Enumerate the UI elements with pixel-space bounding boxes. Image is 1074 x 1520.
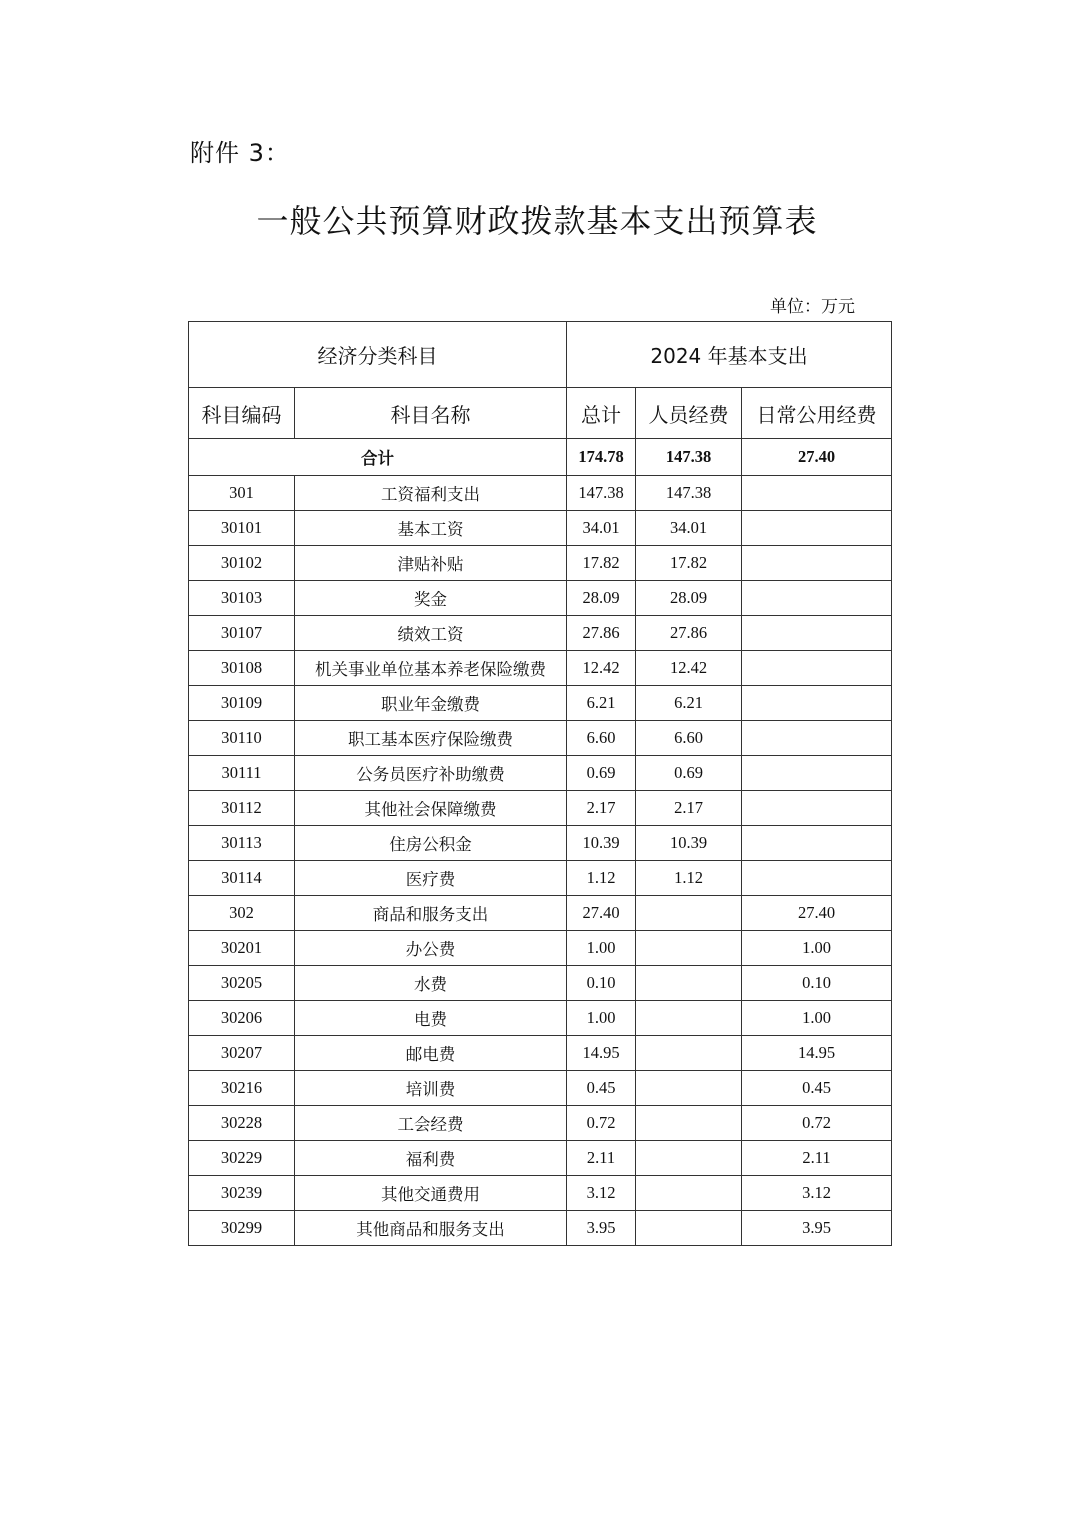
table-row <box>189 1071 892 1106</box>
row-personnel <box>636 966 742 1001</box>
row-code: 30112 <box>189 791 295 826</box>
row-code: 30109 <box>189 686 295 721</box>
row-personnel: 147.38 <box>636 476 742 511</box>
table-row <box>189 476 892 511</box>
row-name: 津贴补贴 <box>295 546 567 581</box>
row-personnel: 0.69 <box>636 756 742 791</box>
header-columns-row <box>189 388 892 439</box>
table-row <box>189 1106 892 1141</box>
row-code: 30205 <box>189 966 295 1001</box>
row-personnel: 2.17 <box>636 791 742 826</box>
row-public: 3.12 <box>742 1176 892 1211</box>
table-row <box>189 546 892 581</box>
row-public: 27.40 <box>742 896 892 931</box>
row-name: 电费 <box>295 1001 567 1036</box>
row-total: 0.10 <box>567 966 636 1001</box>
row-total: 1.12 <box>567 861 636 896</box>
row-name: 基本工资 <box>295 511 567 546</box>
row-code: 30201 <box>189 931 295 966</box>
row-personnel <box>636 896 742 931</box>
row-total: 147.38 <box>567 476 636 511</box>
table-row <box>189 511 892 546</box>
row-total: 28.09 <box>567 581 636 616</box>
row-name: 工资福利支出 <box>295 476 567 511</box>
row-public <box>742 721 892 756</box>
row-personnel <box>636 1001 742 1036</box>
table-row <box>189 721 892 756</box>
row-name: 工会经费 <box>295 1106 567 1141</box>
row-total: 6.60 <box>567 721 636 756</box>
row-personnel: 10.39 <box>636 826 742 861</box>
row-name: 机关事业单位基本养老保险缴费 <box>295 651 567 686</box>
row-personnel: 34.01 <box>636 511 742 546</box>
table-row <box>189 616 892 651</box>
total-personnel: 147.38 <box>636 439 742 476</box>
table-row <box>189 791 892 826</box>
row-public: 2.11 <box>742 1141 892 1176</box>
row-total: 1.00 <box>567 1001 636 1036</box>
header-col-name: 科目名称 <box>295 388 567 439</box>
row-code: 30107 <box>189 616 295 651</box>
row-name: 住房公积金 <box>295 826 567 861</box>
header-group-row <box>189 322 892 388</box>
row-public <box>742 791 892 826</box>
total-label: 合计 <box>189 439 567 476</box>
row-code: 30110 <box>189 721 295 756</box>
row-total: 0.69 <box>567 756 636 791</box>
total-public: 27.40 <box>742 439 892 476</box>
row-total: 27.40 <box>567 896 636 931</box>
row-personnel <box>636 1036 742 1071</box>
row-personnel <box>636 1141 742 1176</box>
row-total: 2.17 <box>567 791 636 826</box>
row-personnel <box>636 1211 742 1246</box>
row-public <box>742 861 892 896</box>
row-public: 0.10 <box>742 966 892 1001</box>
page-title: 一般公共预算财政拨款基本支出预算表 <box>256 202 818 240</box>
table-row <box>189 1141 892 1176</box>
table-row <box>189 896 892 931</box>
row-total: 17.82 <box>567 546 636 581</box>
header-col-public: 日常公用经费 <box>742 388 892 439</box>
row-personnel <box>636 1106 742 1141</box>
header-basic-expenditure-2024: 2024 年基本支出 <box>567 322 892 388</box>
header-economic-category: 经济分类科目 <box>189 322 567 388</box>
row-code: 30101 <box>189 511 295 546</box>
row-code: 30113 <box>189 826 295 861</box>
unit-label: 单位：万元 <box>770 297 855 317</box>
row-public: 1.00 <box>742 931 892 966</box>
row-code: 30299 <box>189 1211 295 1246</box>
table-row <box>189 966 892 1001</box>
row-total: 12.42 <box>567 651 636 686</box>
row-personnel: 17.82 <box>636 546 742 581</box>
row-public <box>742 756 892 791</box>
row-code: 30103 <box>189 581 295 616</box>
row-name: 职工基本医疗保险缴费 <box>295 721 567 756</box>
row-name: 其他交通费用 <box>295 1176 567 1211</box>
row-public: 0.72 <box>742 1106 892 1141</box>
row-name: 职业年金缴费 <box>295 686 567 721</box>
table-row <box>189 686 892 721</box>
row-personnel: 6.21 <box>636 686 742 721</box>
row-code: 30216 <box>189 1071 295 1106</box>
row-public: 14.95 <box>742 1036 892 1071</box>
row-public <box>742 511 892 546</box>
row-public: 1.00 <box>742 1001 892 1036</box>
row-total: 27.86 <box>567 616 636 651</box>
row-name: 商品和服务支出 <box>295 896 567 931</box>
row-personnel: 28.09 <box>636 581 742 616</box>
row-code: 301 <box>189 476 295 511</box>
budget-table <box>188 321 892 1246</box>
row-personnel <box>636 1176 742 1211</box>
row-name: 邮电费 <box>295 1036 567 1071</box>
table-row <box>189 651 892 686</box>
table-row <box>189 1036 892 1071</box>
total-row <box>189 439 892 476</box>
row-public: 3.95 <box>742 1211 892 1246</box>
row-public <box>742 616 892 651</box>
total-total: 174.78 <box>567 439 636 476</box>
row-name: 医疗费 <box>295 861 567 896</box>
row-public <box>742 581 892 616</box>
row-total: 10.39 <box>567 826 636 861</box>
row-code: 30206 <box>189 1001 295 1036</box>
table-row <box>189 756 892 791</box>
row-total: 34.01 <box>567 511 636 546</box>
row-name: 培训费 <box>295 1071 567 1106</box>
attachment-label: 附件 3： <box>190 139 290 167</box>
row-total: 0.45 <box>567 1071 636 1106</box>
row-name: 其他商品和服务支出 <box>295 1211 567 1246</box>
row-code: 302 <box>189 896 295 931</box>
row-total: 1.00 <box>567 931 636 966</box>
header-col-code: 科目编码 <box>189 388 295 439</box>
row-public <box>742 686 892 721</box>
row-public <box>742 476 892 511</box>
row-code: 30114 <box>189 861 295 896</box>
row-personnel: 27.86 <box>636 616 742 651</box>
row-personnel <box>636 1071 742 1106</box>
table-row <box>189 1211 892 1246</box>
table-row <box>189 1001 892 1036</box>
row-name: 绩效工资 <box>295 616 567 651</box>
row-personnel: 1.12 <box>636 861 742 896</box>
table-row <box>189 581 892 616</box>
row-code: 30108 <box>189 651 295 686</box>
table-row <box>189 861 892 896</box>
table-row <box>189 1176 892 1211</box>
row-total: 14.95 <box>567 1036 636 1071</box>
row-personnel <box>636 931 742 966</box>
row-name: 水费 <box>295 966 567 1001</box>
row-code: 30229 <box>189 1141 295 1176</box>
row-code: 30102 <box>189 546 295 581</box>
row-code: 30111 <box>189 756 295 791</box>
row-total: 3.12 <box>567 1176 636 1211</box>
row-name: 办公费 <box>295 931 567 966</box>
row-total: 3.95 <box>567 1211 636 1246</box>
row-public: 0.45 <box>742 1071 892 1106</box>
row-name: 福利费 <box>295 1141 567 1176</box>
header-col-personnel: 人员经费 <box>636 388 742 439</box>
row-name: 其他社会保障缴费 <box>295 791 567 826</box>
row-public <box>742 651 892 686</box>
row-name: 公务员医疗补助缴费 <box>295 756 567 791</box>
row-total: 6.21 <box>567 686 636 721</box>
row-total: 0.72 <box>567 1106 636 1141</box>
table-row <box>189 931 892 966</box>
row-code: 30228 <box>189 1106 295 1141</box>
row-public <box>742 546 892 581</box>
row-personnel: 6.60 <box>636 721 742 756</box>
row-code: 30207 <box>189 1036 295 1071</box>
table-row <box>189 826 892 861</box>
row-personnel: 12.42 <box>636 651 742 686</box>
row-total: 2.11 <box>567 1141 636 1176</box>
row-code: 30239 <box>189 1176 295 1211</box>
row-public <box>742 826 892 861</box>
row-name: 奖金 <box>295 581 567 616</box>
header-col-total: 总计 <box>567 388 636 439</box>
